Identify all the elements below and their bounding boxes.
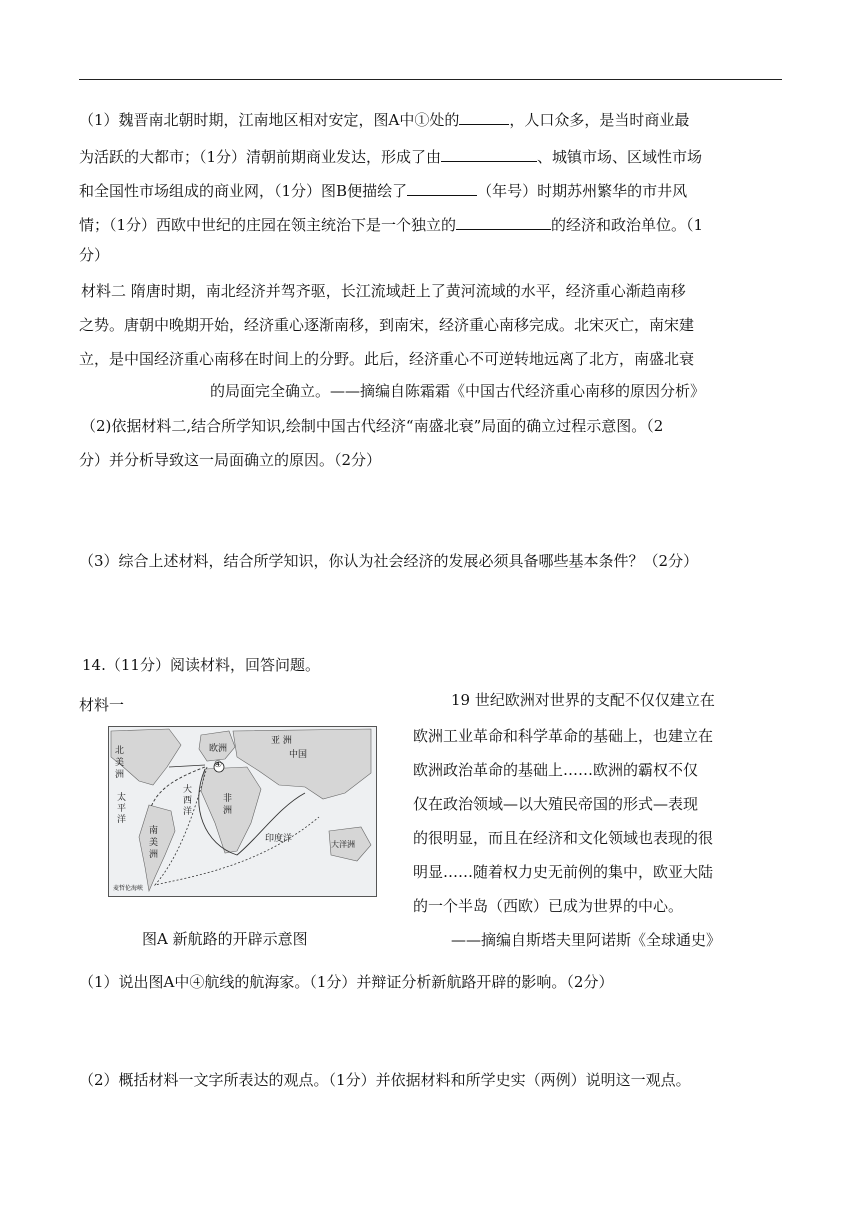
- map-label-indian: 印度洋: [265, 834, 293, 844]
- header-rule: [79, 79, 782, 80]
- map-label-china: 中国: [289, 750, 308, 760]
- map-label-asia: 亚 洲: [271, 736, 292, 746]
- material1-label: 材料一: [79, 696, 125, 714]
- passage-source: ——摘编自斯塔夫里阿诺斯《全球通史》: [451, 931, 722, 949]
- q13-p2-line2: 分）并分析导致这一局面确立的原因。（2分）: [79, 451, 382, 469]
- q13-p1-line1: （1）魏晋南北朝时期，江南地区相对安定，图A中①处的 ，人口众多，是当时商业最: [79, 111, 690, 129]
- passage-line-4: 仅在政治领域—以大殖民帝国的形式—表现: [413, 795, 699, 813]
- map-label-atlantic: 大 西 洋: [183, 785, 193, 817]
- q13-p1-line3: 和全国性市场组成的商业网，（1分）图B便描绘了 （年号）时期苏州繁华的市井风: [79, 182, 688, 200]
- answer-blank-3[interactable]: [407, 181, 477, 196]
- map-route-number-4: ④: [214, 760, 223, 770]
- answer-blank-4[interactable]: [456, 215, 551, 230]
- answer-blank-1[interactable]: [459, 110, 509, 125]
- q14-p2: （2）概括材料一文字所表达的观点。（1分）并依据材料和所学史实（两例）说明这一观点。: [79, 1071, 691, 1089]
- map-label-europe: 欧洲: [209, 744, 228, 754]
- map-label-pacific: 太 平 洋: [117, 793, 127, 825]
- answer-blank-2[interactable]: [441, 147, 537, 162]
- material2-line2: 之势。唐朝中晚期开始，经济重心逐渐南移，到南宋，经济重心南移完成。北宋灭亡，南宋建: [79, 316, 695, 334]
- passage-line-6: 明显……随着权力史无前例的集中，欧亚大陆: [413, 863, 714, 881]
- q14-p1: （1）说出图A中④航线的航海家。（1分）并辩证分析新航路开辟的影响。（2分）: [79, 973, 614, 991]
- q13-p1-line2: 为活跃的大都市；（1分）清朝前期商业发达，形成了由 、城镇市场、区域性市场: [79, 148, 703, 166]
- new-sea-routes-map: [108, 726, 377, 897]
- q13-p1-line4: 情；（1分）西欧中世纪的庄园在领主统治下是一个独立的 的经济和政治单位。（1: [79, 216, 704, 234]
- passage-line-5: 的很明显，而且在经济和文化领域也表现的很: [413, 829, 714, 847]
- q13-p3: （3）综合上述材料，结合所学知识，你认为社会经济的发展必须具备哪些基本条件？（2分）: [79, 552, 699, 570]
- passage-line-1: 19 世纪欧洲对世界的支配不仅仅建立在: [451, 691, 715, 709]
- q13-p2-line1: （2)依据材料二,结合所学知识,绘制中国古代经济“南盛北衰”局面的确立过程示意图。（2: [81, 417, 664, 435]
- q13-p1-line5: 分）: [79, 246, 110, 264]
- material2-line3: 立，是中国经济重心南移在时间上的分野。此后，经济重心不可逆转地远离了北方，南盛北衰: [79, 350, 695, 368]
- material2-source: 的局面完全确立。——摘编自陈霜霜《中国古代经济重心南移的原因分析》: [210, 382, 706, 400]
- passage-line-3: 欧洲政治革命的基础上……欧洲的霸权不仅: [413, 761, 699, 779]
- map-label-strait: 麦哲伦海峡: [113, 885, 144, 892]
- passage-line-7: 的一个半岛（西欧）已成为世界的中心。: [413, 897, 684, 915]
- map-label-oceania: 大洋洲: [331, 840, 355, 849]
- passage-line-2: 欧洲工业革命和科学革命的基础上，也建立在: [413, 727, 714, 745]
- q14-header: 14.（11分）阅读材料，回答问题。: [82, 656, 320, 674]
- material2-line1: 材料二 隋唐时期，南北经济并驾齐驱，长江流域赶上了黄河流域的水平，经济重心渐趋南移: [81, 282, 686, 300]
- figure-caption: 图A 新航路的开辟示意图: [142, 930, 308, 948]
- map-label-north-america: 北 美 洲: [115, 746, 125, 780]
- map-label-south-america: 南 美 洲: [149, 826, 159, 860]
- map-label-africa: 非 洲: [223, 794, 233, 816]
